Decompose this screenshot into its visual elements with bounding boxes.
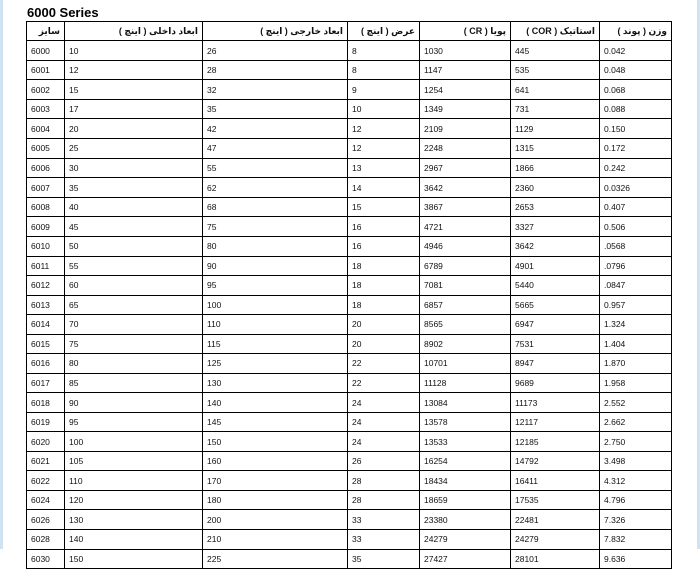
- table-row: [27, 432, 672, 452]
- outer-cell: 170: [203, 471, 348, 491]
- size-cell: 6007: [27, 178, 65, 197]
- outer-cell: 62: [203, 178, 348, 197]
- cor-cell: 445: [511, 41, 600, 61]
- weight-cell: 1.870: [600, 354, 672, 374]
- width-cell: 20: [348, 334, 420, 353]
- inner-cell: 20: [65, 119, 203, 139]
- weight-cell: 4.796: [600, 491, 672, 510]
- table-row: [27, 393, 672, 413]
- weight-cell: 0.088: [600, 100, 672, 119]
- cr-cell: 13084: [420, 393, 511, 413]
- table-row: [27, 510, 672, 530]
- cor-cell: 16411: [511, 471, 600, 491]
- outer-cell: 68: [203, 197, 348, 217]
- size-cell: 6010: [27, 236, 65, 256]
- table-row: [27, 236, 672, 256]
- cor-cell: 1129: [511, 119, 600, 139]
- page-title: 6000 Series: [27, 5, 99, 20]
- size-cell: 6024: [27, 491, 65, 510]
- weight-cell: .0796: [600, 256, 672, 275]
- weight-cell: 0.068: [600, 80, 672, 100]
- cor-cell: 28101: [511, 549, 600, 569]
- size-cell: 6017: [27, 373, 65, 392]
- cr-cell: 4946: [420, 236, 511, 256]
- table-row: [27, 41, 672, 61]
- inner-cell: 130: [65, 510, 203, 530]
- cr-cell: 16254: [420, 452, 511, 471]
- width-cell: 26: [348, 452, 420, 471]
- cr-cell: 3642: [420, 178, 511, 197]
- width-cell: 18: [348, 295, 420, 314]
- outer-cell: 225: [203, 549, 348, 569]
- outer-cell: 140: [203, 393, 348, 413]
- cor-cell: 5440: [511, 275, 600, 295]
- table-row: [27, 139, 672, 158]
- width-cell: 35: [348, 549, 420, 569]
- inner-cell: 150: [65, 549, 203, 569]
- inner-cell: 110: [65, 471, 203, 491]
- width-cell: 16: [348, 217, 420, 236]
- weight-cell: .0847: [600, 275, 672, 295]
- cor-cell: 11173: [511, 393, 600, 413]
- cor-cell: 1866: [511, 158, 600, 178]
- weight-cell: 0.150: [600, 119, 672, 139]
- size-cell: 6016: [27, 354, 65, 374]
- cr-cell: 10701: [420, 354, 511, 374]
- inner-cell: 70: [65, 314, 203, 334]
- inner-cell: 17: [65, 100, 203, 119]
- table-row: [27, 491, 672, 510]
- inner-cell: 65: [65, 295, 203, 314]
- width-cell: 33: [348, 530, 420, 549]
- outer-cell: 28: [203, 61, 348, 80]
- table-row: [27, 100, 672, 119]
- size-cell: 6011: [27, 256, 65, 275]
- size-cell: 6026: [27, 510, 65, 530]
- size-cell: 6014: [27, 314, 65, 334]
- outer-cell: 26: [203, 41, 348, 61]
- inner-cell: 80: [65, 354, 203, 374]
- table-row: [27, 452, 672, 471]
- weight-cell: 0.407: [600, 197, 672, 217]
- table-row: [27, 334, 672, 353]
- inner-cell: 30: [65, 158, 203, 178]
- header-row: [27, 22, 672, 41]
- cr-cell: 2109: [420, 119, 511, 139]
- outer-cell: 32: [203, 80, 348, 100]
- table-row: [27, 256, 672, 275]
- outer-cell: 35: [203, 100, 348, 119]
- outer-cell: 80: [203, 236, 348, 256]
- weight-cell: 2.750: [600, 432, 672, 452]
- weight-cell: 2.552: [600, 393, 672, 413]
- weight-cell: 3.498: [600, 452, 672, 471]
- outer-cell: 75: [203, 217, 348, 236]
- size-cell: 6004: [27, 119, 65, 139]
- cor-cell: 24279: [511, 530, 600, 549]
- weight-cell: 7.832: [600, 530, 672, 549]
- cor-cell: 7531: [511, 334, 600, 353]
- inner-cell: 105: [65, 452, 203, 471]
- cor-cell: 8947: [511, 354, 600, 374]
- cr-cell: 4721: [420, 217, 511, 236]
- table-row: [27, 80, 672, 100]
- inner-cell: 15: [65, 80, 203, 100]
- outer-cell: 42: [203, 119, 348, 139]
- width-cell: 24: [348, 432, 420, 452]
- outer-cell: 100: [203, 295, 348, 314]
- cr-cell: 6789: [420, 256, 511, 275]
- weight-cell: 0.506: [600, 217, 672, 236]
- weight-cell: 1.404: [600, 334, 672, 353]
- width-cell: 12: [348, 119, 420, 139]
- cor-cell: 12185: [511, 432, 600, 452]
- inner-cell: 55: [65, 256, 203, 275]
- outer-cell: 180: [203, 491, 348, 510]
- cr-cell: 8565: [420, 314, 511, 334]
- cor-cell: 535: [511, 61, 600, 80]
- inner-cell: 40: [65, 197, 203, 217]
- table-row: [27, 197, 672, 217]
- cor-cell: 12117: [511, 412, 600, 431]
- outer-cell: 110: [203, 314, 348, 334]
- outer-cell: 55: [203, 158, 348, 178]
- cr-cell: 6857: [420, 295, 511, 314]
- cor-cell: 3327: [511, 217, 600, 236]
- width-cell: 8: [348, 61, 420, 80]
- size-cell: 6000: [27, 41, 65, 61]
- width-cell: 24: [348, 412, 420, 431]
- weight-cell: 0.048: [600, 61, 672, 80]
- outer-cell: 47: [203, 139, 348, 158]
- outer-cell: 130: [203, 373, 348, 392]
- weight-cell: 4.312: [600, 471, 672, 491]
- width-cell: 22: [348, 354, 420, 374]
- cor-cell: 2360: [511, 178, 600, 197]
- weight-cell: .0568: [600, 236, 672, 256]
- inner-cell: 100: [65, 432, 203, 452]
- size-cell: 6030: [27, 549, 65, 569]
- width-cell: 33: [348, 510, 420, 530]
- cr-cell: 2248: [420, 139, 511, 158]
- cr-cell: 18659: [420, 491, 511, 510]
- table-row: [27, 217, 672, 236]
- outer-cell: 210: [203, 530, 348, 549]
- width-cell: 12: [348, 139, 420, 158]
- table-row: [27, 61, 672, 80]
- width-cell: 18: [348, 256, 420, 275]
- cr-cell: 1254: [420, 80, 511, 100]
- size-cell: 6003: [27, 100, 65, 119]
- size-cell: 6015: [27, 334, 65, 353]
- outer-cell: 145: [203, 412, 348, 431]
- size-cell: 6022: [27, 471, 65, 491]
- cr-cell: 8902: [420, 334, 511, 353]
- width-cell: 9: [348, 80, 420, 100]
- inner-cell: 60: [65, 275, 203, 295]
- cr-cell: 7081: [420, 275, 511, 295]
- size-cell: 6012: [27, 275, 65, 295]
- header-outer-dimensions: ابعاد خارجی ( اینچ ): [203, 22, 348, 41]
- weight-cell: 1.324: [600, 314, 672, 334]
- header-weight: وزن ( پوند ): [600, 22, 672, 41]
- weight-cell: 0.042: [600, 41, 672, 61]
- width-cell: 28: [348, 491, 420, 510]
- cor-cell: 4901: [511, 256, 600, 275]
- cr-cell: 3867: [420, 197, 511, 217]
- cor-cell: 22481: [511, 510, 600, 530]
- outer-cell: 125: [203, 354, 348, 374]
- cr-cell: 11128: [420, 373, 511, 392]
- table-row: [27, 314, 672, 334]
- cor-cell: 14792: [511, 452, 600, 471]
- cr-cell: 13533: [420, 432, 511, 452]
- table-row: [27, 412, 672, 431]
- table-row: [27, 295, 672, 314]
- inner-cell: 140: [65, 530, 203, 549]
- size-cell: 6001: [27, 61, 65, 80]
- inner-cell: 85: [65, 373, 203, 392]
- table-row: [27, 354, 672, 374]
- inner-cell: 95: [65, 412, 203, 431]
- width-cell: 28: [348, 471, 420, 491]
- cor-cell: 5665: [511, 295, 600, 314]
- size-cell: 6002: [27, 80, 65, 100]
- header-inner-dimensions: ابعاد داخلی ( اینچ ): [65, 22, 203, 41]
- cor-cell: 2653: [511, 197, 600, 217]
- inner-cell: 90: [65, 393, 203, 413]
- cr-cell: 1349: [420, 100, 511, 119]
- outer-cell: 90: [203, 256, 348, 275]
- width-cell: 13: [348, 158, 420, 178]
- cr-cell: 24279: [420, 530, 511, 549]
- width-cell: 15: [348, 197, 420, 217]
- outer-cell: 200: [203, 510, 348, 530]
- size-cell: 6020: [27, 432, 65, 452]
- weight-cell: 0.0326: [600, 178, 672, 197]
- cr-cell: 13578: [420, 412, 511, 431]
- width-cell: 20: [348, 314, 420, 334]
- width-cell: 8: [348, 41, 420, 61]
- table-row: [27, 275, 672, 295]
- table-row: [27, 178, 672, 197]
- size-cell: 6013: [27, 295, 65, 314]
- inner-cell: 35: [65, 178, 203, 197]
- weight-cell: 9.636: [600, 549, 672, 569]
- cor-cell: 1315: [511, 139, 600, 158]
- table-row: [27, 471, 672, 491]
- table-row: [27, 119, 672, 139]
- size-cell: 6028: [27, 530, 65, 549]
- weight-cell: 2.662: [600, 412, 672, 431]
- cor-cell: 641: [511, 80, 600, 100]
- size-cell: 6019: [27, 412, 65, 431]
- cr-cell: 23380: [420, 510, 511, 530]
- outer-cell: 160: [203, 452, 348, 471]
- width-cell: 14: [348, 178, 420, 197]
- width-cell: 22: [348, 373, 420, 392]
- table-row: [27, 530, 672, 549]
- inner-cell: 75: [65, 334, 203, 353]
- weight-cell: 1.958: [600, 373, 672, 392]
- inner-cell: 10: [65, 41, 203, 61]
- cr-cell: 27427: [420, 549, 511, 569]
- inner-cell: 45: [65, 217, 203, 236]
- size-cell: 6005: [27, 139, 65, 158]
- cr-cell: 1147: [420, 61, 511, 80]
- cor-cell: 9689: [511, 373, 600, 392]
- outer-cell: 95: [203, 275, 348, 295]
- inner-cell: 12: [65, 61, 203, 80]
- cor-cell: 6947: [511, 314, 600, 334]
- size-cell: 6006: [27, 158, 65, 178]
- inner-cell: 120: [65, 491, 203, 510]
- width-cell: 10: [348, 100, 420, 119]
- weight-cell: 0.957: [600, 295, 672, 314]
- cr-cell: 18434: [420, 471, 511, 491]
- table-row: [27, 158, 672, 178]
- width-cell: 16: [348, 236, 420, 256]
- inner-cell: 50: [65, 236, 203, 256]
- size-cell: 6021: [27, 452, 65, 471]
- table-row: [27, 549, 672, 569]
- size-cell: 6008: [27, 197, 65, 217]
- weight-cell: 0.172: [600, 139, 672, 158]
- cor-cell: 3642: [511, 236, 600, 256]
- cor-cell: 731: [511, 100, 600, 119]
- width-cell: 24: [348, 393, 420, 413]
- bearing-table: [26, 21, 672, 569]
- cr-cell: 1030: [420, 41, 511, 61]
- table-row: [27, 373, 672, 392]
- weight-cell: 0.242: [600, 158, 672, 178]
- header-static-cor: استاتیک ( COR ): [511, 22, 600, 41]
- cr-cell: 2967: [420, 158, 511, 178]
- cor-cell: 17535: [511, 491, 600, 510]
- outer-cell: 150: [203, 432, 348, 452]
- size-cell: 6009: [27, 217, 65, 236]
- header-size: سایز: [27, 22, 65, 41]
- width-cell: 18: [348, 275, 420, 295]
- inner-cell: 25: [65, 139, 203, 158]
- outer-cell: 115: [203, 334, 348, 353]
- header-dynamic-cr: پویا ( CR ): [420, 22, 511, 41]
- size-cell: 6018: [27, 393, 65, 413]
- weight-cell: 7.326: [600, 510, 672, 530]
- header-width: عرض ( اینچ ): [348, 22, 420, 41]
